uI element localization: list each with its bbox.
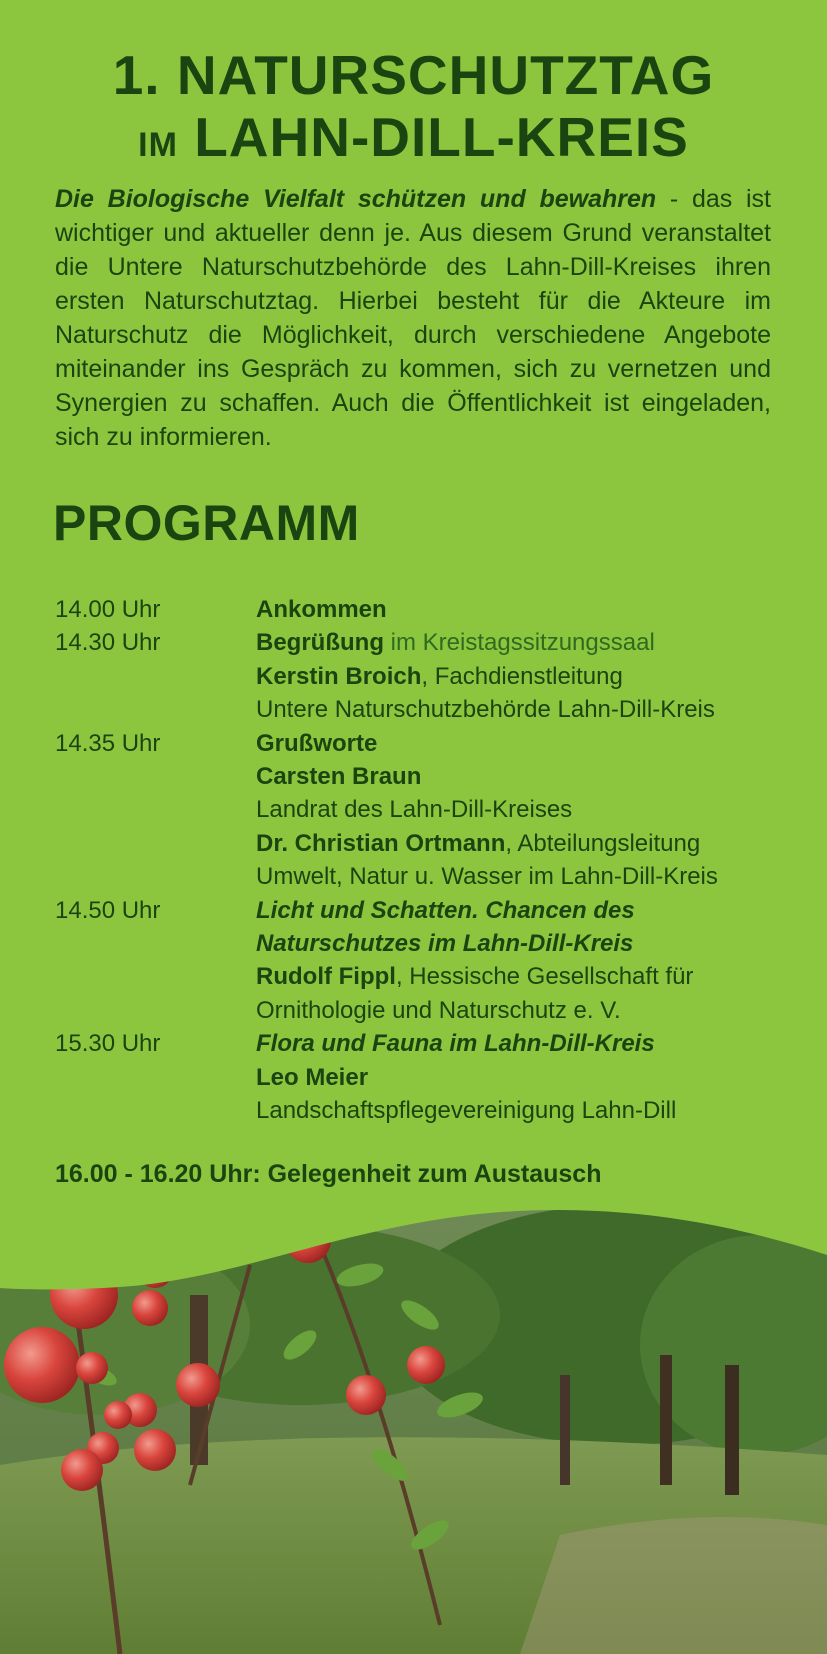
program-talk: Licht und Schatten. Chancen des <box>256 896 635 924</box>
wave-divider <box>0 1205 827 1654</box>
program-speaker-role: , Abteilungsleitung <box>505 829 701 857</box>
title-line-2-main: LAHN-DILL-KREIS <box>194 106 689 168</box>
program-time: 14.30 Uhr <box>55 629 161 657</box>
title-line-1: 1. NATURSCHUTZTAG <box>112 44 715 106</box>
page-title <box>0 44 827 176</box>
program-place: Kreistagssitzungssaal <box>422 629 655 657</box>
program-heading: PROGRAMM <box>53 495 360 551</box>
program-item <box>55 593 795 626</box>
program-final-note: 16.00 - 16.20 Uhr: Gelegenheit zum Austausch <box>55 1160 602 1188</box>
program-title: Begrüßung <box>256 629 384 657</box>
program-time: 14.50 Uhr <box>55 896 161 924</box>
program-org: Umwelt, Natur u. Wasser im Lahn-Dill-Kreis <box>256 863 718 891</box>
intro-paragraph <box>55 182 771 454</box>
intro-text: - das ist wichtiger und aktueller denn je. Aus diesem Grund veranstaltet die Untere Naturschutzbehörde des Lahn-Dill-Kreises ihren ersten Naturschutztag. Hierbei besteht für die Akteure im Naturschutz die Möglichkeit, durch verschiedene Angebote miteinander ins Gespräch zu kommen, sich zu vernetzen und Synergien zu schaffen. Auch die Öffentlichkeit ist eingeladen, sich zu informieren. <box>55 185 771 451</box>
program-org: Landschaftspflegevereinigung Lahn-Dill <box>256 1097 677 1125</box>
program-time: 15.30 Uhr <box>55 1030 161 1058</box>
program-item <box>55 727 795 894</box>
program-speaker: Dr. Christian Ortmann <box>256 829 506 857</box>
title-line-2-prefix: IM <box>138 126 178 164</box>
program-title: Ankommen <box>256 596 387 623</box>
program-talk: Naturschutzes im Lahn-Dill-Kreis <box>256 930 634 958</box>
program-speaker-role: , Hessische Gesellschaft für <box>395 963 694 991</box>
program-list <box>55 593 795 1128</box>
program-talk: Flora und Fauna im Lahn-Dill-Kreis <box>256 1030 655 1058</box>
program-org: Ornithologie und Naturschutz e. V. <box>256 996 621 1024</box>
program-speaker: Kerstin Broich <box>256 662 422 690</box>
intro-lead: Die Biologische Vielfalt schützen und bewahren <box>55 185 657 213</box>
program-item: 14.30 Uhr Begrüßung im Kreistagssitzungssaal Kerstin Broich, Fachdienstleitung Untere Naturschutzbehörde Lahn-Dill-Kreis <box>55 626 795 726</box>
title-line-2 <box>0 106 827 176</box>
program-time: 14.35 Uhr <box>55 729 161 757</box>
program-time: 14.00 Uhr <box>55 596 161 623</box>
program-item <box>55 1027 795 1127</box>
program-org: Landrat des Lahn-Dill-Kreises <box>256 796 573 824</box>
program-item <box>55 894 795 1028</box>
program-org: Untere Naturschutzbehörde Lahn-Dill-Kreis <box>256 696 715 724</box>
program-title: Grußworte <box>256 729 378 757</box>
program-speaker-role: , Fachdienstleitung <box>421 662 623 690</box>
program-speaker: Rudolf Fippl <box>256 963 396 991</box>
program-speaker: Carsten Braun <box>256 763 422 791</box>
program-speaker: Leo Meier <box>256 1063 369 1091</box>
